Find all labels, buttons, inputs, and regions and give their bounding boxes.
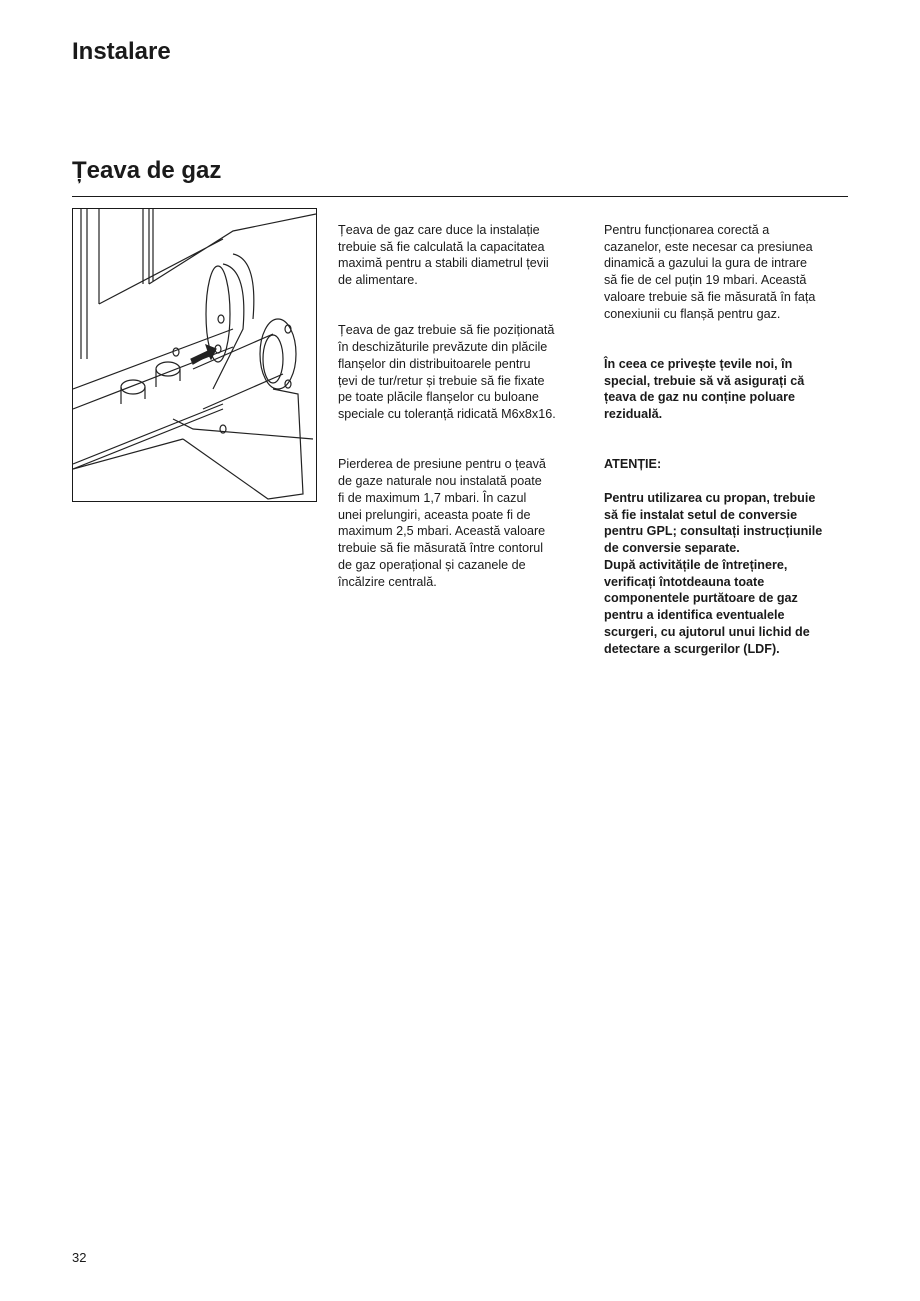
page-number: 32: [72, 1250, 87, 1265]
section-header: Instalare: [72, 38, 171, 65]
new-pipes-paragraph: În ceea ce privește țevile noi, în special, trebuie să vă asigurați că țeava de gaz nu conține poluare reziduală.: [604, 356, 805, 421]
pressure-loss-paragraph: Pierderea de presiune pentru o țeavă de gaze naturale nou instalată poate fi de maximum 1,7 mbari. În cazul unei prelungiri, aceasta poate fi de maximum 2,5 mbari. Această valoare trebuie să fie măsurată între contorul de gaz operațional și cazanele de încălzire centrală.: [338, 457, 546, 589]
text-column-2: [604, 205, 854, 674]
heading-divider: [72, 196, 848, 197]
pipe-mounting-paragraph: Țeava de gaz trebuie să fie poziționată în deschizăturile prevăzute din plăcile flanșelor din distribuitoarele pentru țevi de tur/retur și trebuie să fie fixate pe toate plăcile flanșelor cu buloane speciale cu toleranță ridicată M6x8x16.: [338, 323, 556, 421]
pipe-sizing-paragraph: Țeava de gaz care duce la instalație trebuie să fie calculată la capacitatea maximă pentru a stabili diametrul țevii de alimentare.: [338, 222, 549, 287]
warning-text: Pentru utilizarea cu propan, trebuie să fie instalat setul de conversie pentru GPL; consultați instrucțiunile de conversie separate. După activitățile de întreținere, verificați întotdeauna toate componentele purtătoare de gaz pentru a identifica eventualele scurgeri, cu ajutorul unui lichid de detectare a scurgerilor (LDF).: [604, 490, 823, 656]
text-column-1: [338, 205, 588, 624]
warning-title: ATENȚIE:: [604, 457, 662, 472]
page-title: Țeava de gaz: [72, 157, 222, 184]
gas-pipe-illustration: [72, 208, 317, 502]
dynamic-pressure-paragraph: Pentru funcționarea corectă a cazanelor, este necesar ca presiunea dinamică a gazului la gura de intrare să fie de cel puțin 19 mbari. Această valoare trebuie să fie măsurată în fața conexiunii cu flanșă pentru gaz.: [604, 222, 816, 321]
